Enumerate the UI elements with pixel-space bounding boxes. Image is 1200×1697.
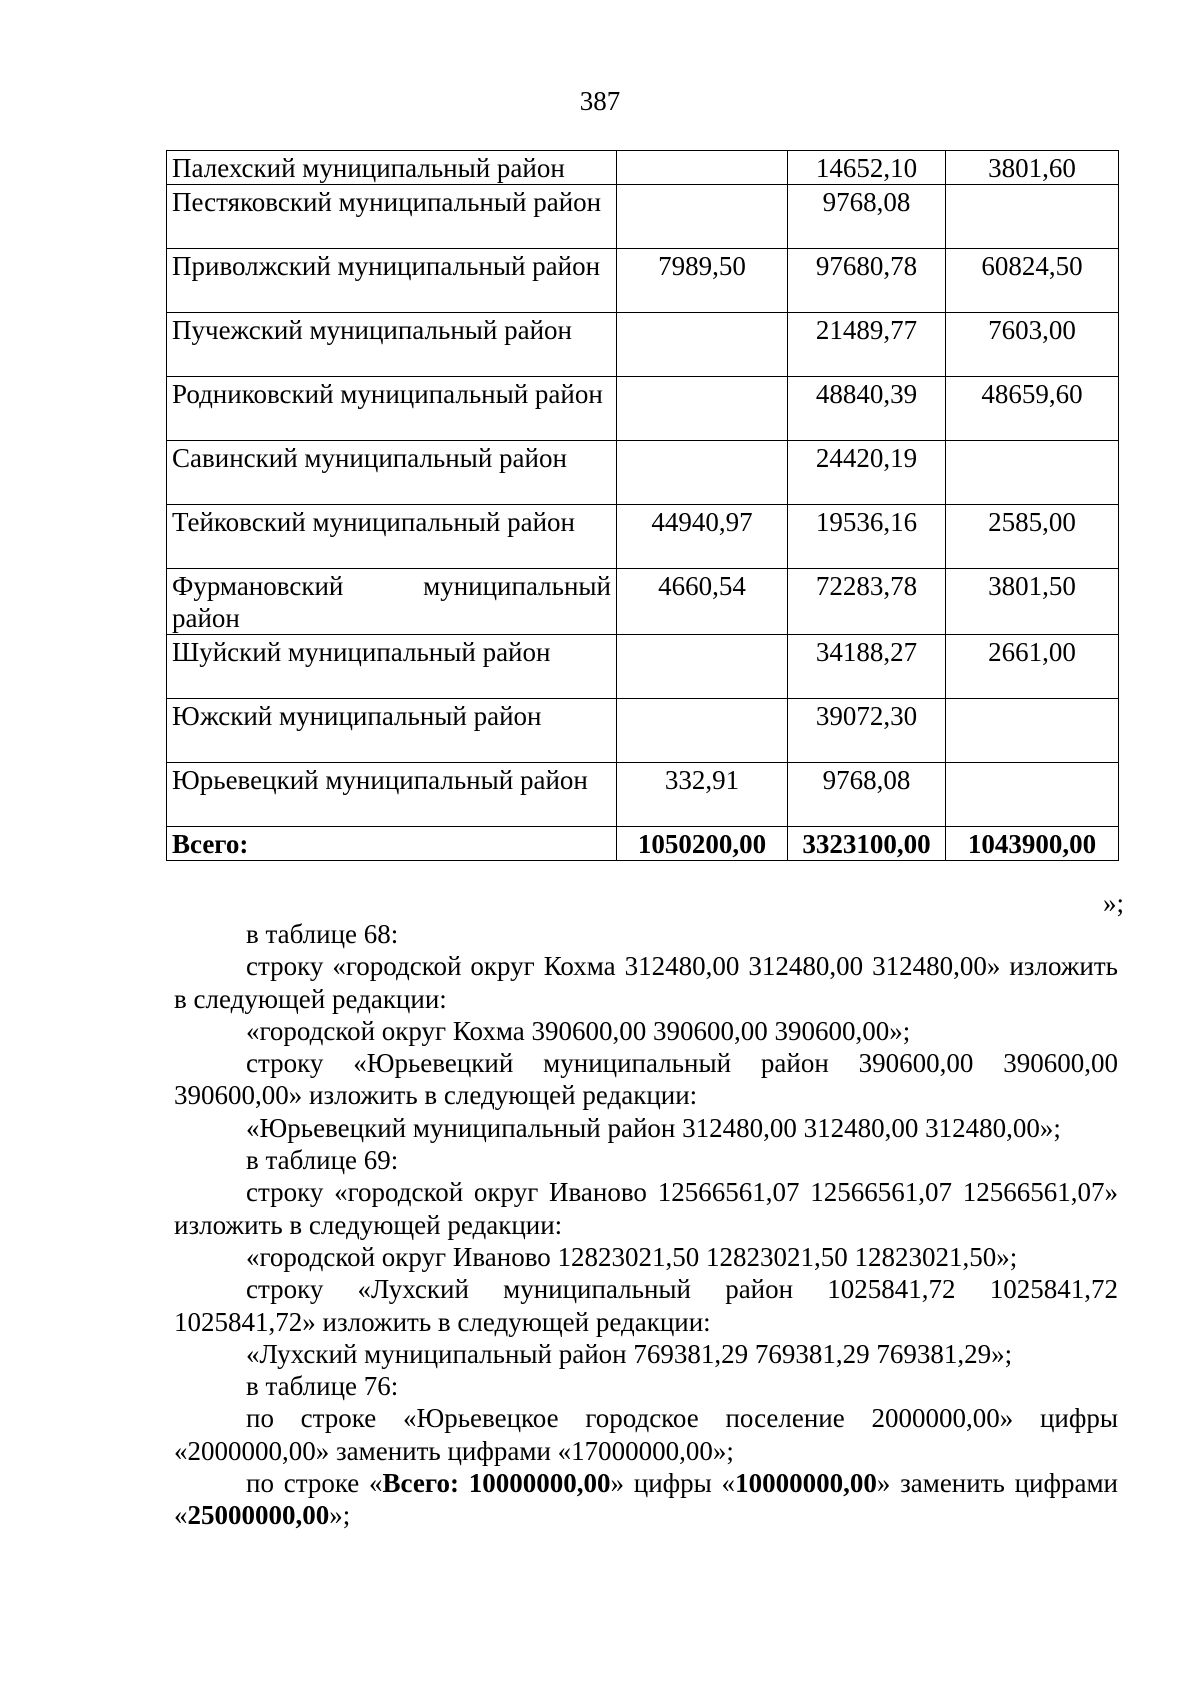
table-row xyxy=(167,635,1119,699)
row-value-3 xyxy=(946,441,1119,505)
row-value-3: 2585,00 xyxy=(946,505,1119,569)
text-run: по строке « xyxy=(246,1468,383,1499)
row-value-2: 21489,77 xyxy=(788,313,946,377)
row-value-3: 3801,60 xyxy=(946,151,1119,185)
row-value-3: 60824,50 xyxy=(946,249,1119,313)
row-name: Южский муниципальный район xyxy=(167,699,617,763)
row-value-2: 34188,27 xyxy=(788,635,946,699)
table-row xyxy=(167,441,1119,505)
row-value-1: 332,91 xyxy=(617,763,788,827)
row-name: Палехский муниципальный район xyxy=(167,151,617,185)
row-name: Савинский муниципальный район xyxy=(167,441,617,505)
row-value-1: 4660,54 xyxy=(617,569,788,635)
paragraph: «Лухский муниципальный район 769381,29 769381,29 769381,29»; xyxy=(246,1338,1013,1369)
table-row xyxy=(167,185,1119,249)
row-name: Тейковский муниципальный район xyxy=(167,505,617,569)
bold-run: Всего: 10000000,00 xyxy=(382,1468,611,1499)
row-name: Родниковский муниципальный район xyxy=(167,377,617,441)
total-value-2: 3323100,00 xyxy=(788,827,946,861)
closing-quote: »; xyxy=(1102,888,1124,918)
table-row xyxy=(167,249,1119,313)
paragraph: в таблице 69: xyxy=(246,1145,399,1176)
row-value-3: 7603,00 xyxy=(946,313,1119,377)
row-value-2: 97680,78 xyxy=(788,249,946,313)
row-value-3 xyxy=(946,185,1119,249)
row-name: Юрьевецкий муниципальный район xyxy=(167,763,617,827)
row-value-1 xyxy=(617,313,788,377)
paragraph: строку «городской округ Иваново 12566561,07 12566561,07 12566561,07» изложить в следующей редакции: xyxy=(174,1177,1118,1240)
text-run: » цифры « xyxy=(610,1468,736,1499)
table-row xyxy=(167,377,1119,441)
text-run: » заменить цифрами « xyxy=(174,1468,1118,1531)
row-value-3: 48659,60 xyxy=(946,377,1119,441)
row-name: Приволжский муниципальный район xyxy=(167,249,617,313)
row-value-3 xyxy=(946,699,1119,763)
table-row xyxy=(167,569,1119,635)
row-value-2: 48840,39 xyxy=(788,377,946,441)
row-value-1 xyxy=(617,377,788,441)
row-value-2: 72283,78 xyxy=(788,569,946,635)
row-value-1 xyxy=(617,441,788,505)
row-value-1 xyxy=(617,185,788,249)
paragraph: строку «городской округ Кохма 312480,00 312480,00 312480,00» изложить в следующей редакции: xyxy=(174,951,1118,1014)
paragraph: строку «Юрьевецкий муниципальный район 390600,00 390600,00 390600,00» изложить в следующей редакции: xyxy=(174,1048,1118,1111)
row-name: Шуйский муниципальный район xyxy=(167,635,617,699)
table-row xyxy=(167,763,1119,827)
table-row xyxy=(167,699,1119,763)
row-value-3: 3801,50 xyxy=(946,569,1119,635)
row-value-2: 14652,10 xyxy=(788,151,946,185)
text-run: »; xyxy=(329,1500,351,1531)
bold-run: 10000000,00 xyxy=(735,1468,877,1499)
row-value-3: 2661,00 xyxy=(946,635,1119,699)
table-row xyxy=(167,505,1119,569)
row-value-2: 9768,08 xyxy=(788,185,946,249)
total-label: Всего: xyxy=(167,827,617,861)
paragraph: «городской округ Иваново 12823021,50 12823021,50 12823021,50»; xyxy=(246,1241,1018,1272)
table-total-row xyxy=(167,827,1119,861)
bold-run: 25000000,00 xyxy=(187,1500,330,1531)
paragraph: «городской округ Кохма 390600,00 390600,00 390600,00»; xyxy=(246,1015,911,1046)
row-value-3 xyxy=(946,763,1119,827)
row-value-1 xyxy=(617,151,788,185)
paragraph xyxy=(174,1467,1118,1532)
paragraph: строку «Лухский муниципальный район 1025841,72 1025841,72 1025841,72» изложить в следующей редакции: xyxy=(174,1274,1118,1337)
table-row xyxy=(167,313,1119,377)
total-value-3: 1043900,00 xyxy=(946,827,1119,861)
paragraph: в таблице 68: xyxy=(246,919,399,949)
table-row xyxy=(167,151,1119,185)
row-value-2: 24420,19 xyxy=(788,441,946,505)
row-name: Пучежский муниципальный район xyxy=(167,313,617,377)
amendments-text xyxy=(174,918,1118,1532)
paragraph: «Юрьевецкий муниципальный район 312480,00 312480,00 312480,00»; xyxy=(246,1112,1061,1143)
row-value-2: 39072,30 xyxy=(788,699,946,763)
row-value-1: 44940,97 xyxy=(617,505,788,569)
row-name: Фурмановский муниципальный район xyxy=(167,569,617,635)
row-value-1 xyxy=(617,699,788,763)
paragraph: по строке «Юрьевецкое городское поселение 2000000,00» цифры «2000000,00» заменить цифрами «17000000,00»; xyxy=(174,1403,1118,1466)
row-value-1 xyxy=(617,635,788,699)
row-value-2: 9768,08 xyxy=(788,763,946,827)
row-value-2: 19536,16 xyxy=(788,505,946,569)
budget-table xyxy=(166,150,1119,861)
paragraph: в таблице 76: xyxy=(246,1371,399,1402)
row-name: Пестяковский муниципальный район xyxy=(167,185,617,249)
page-number: 387 xyxy=(579,86,621,116)
row-value-1: 7989,50 xyxy=(617,249,788,313)
total-value-1: 1050200,00 xyxy=(617,827,788,861)
